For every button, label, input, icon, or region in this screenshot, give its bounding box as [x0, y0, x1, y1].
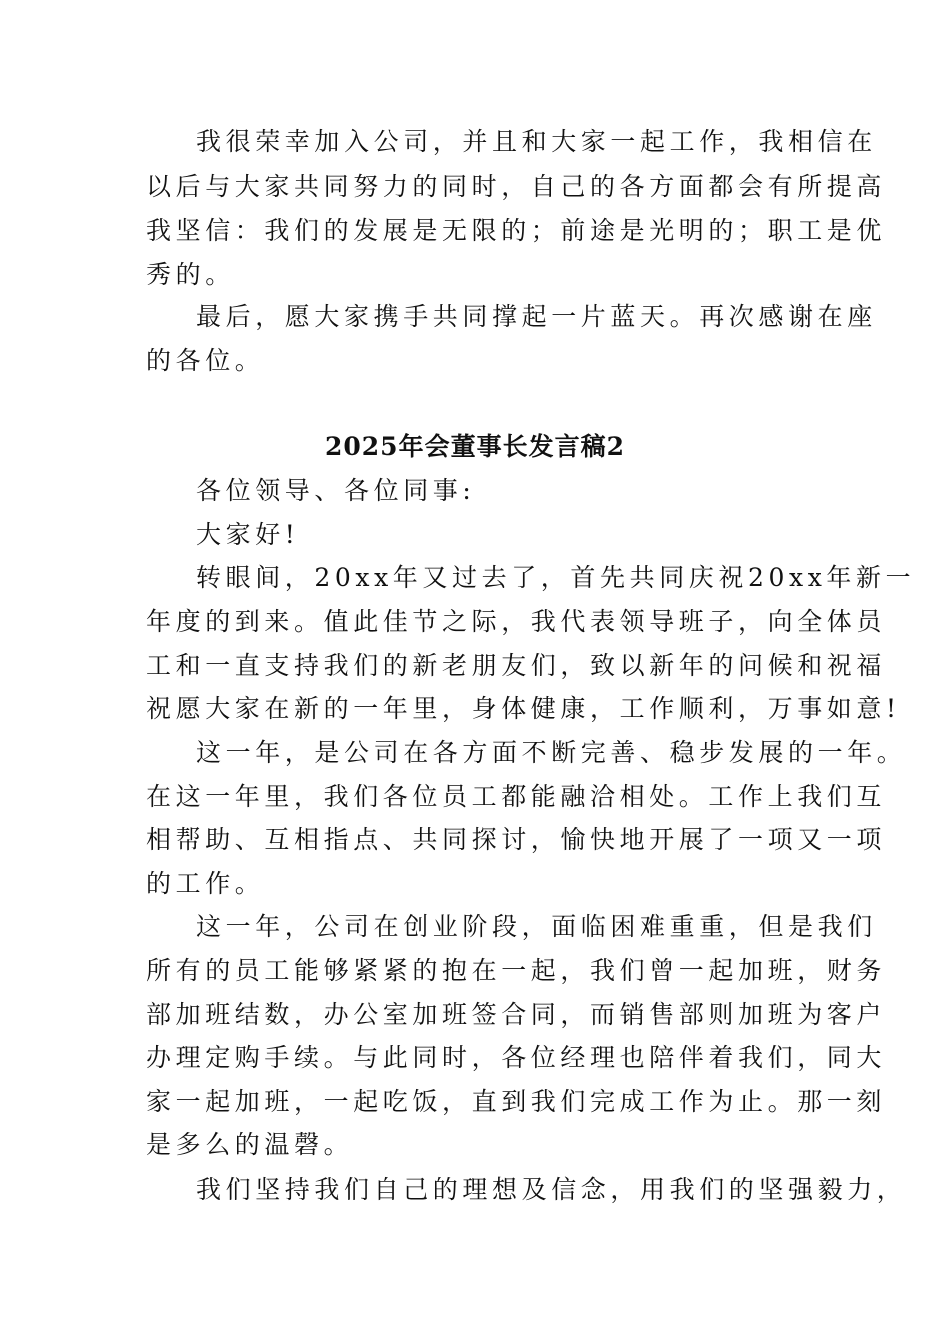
- paragraph-line: 的工作。: [146, 869, 265, 898]
- paragraph-line: 以后与大家共同努力的同时，自己的各方面都会有所提高: [146, 172, 887, 201]
- paragraph-line: 的各位。: [146, 346, 265, 375]
- paragraph-line: 所有的员工能够紧紧的抱在一起，我们曾一起加班，财务: [146, 956, 887, 985]
- paragraph-line: 办理定购手续。与此同时，各位经理也陪伴着我们，同大: [146, 1043, 887, 1072]
- paragraph-line: 这一年，是公司在各方面不断完善、稳步发展的一年。: [196, 738, 907, 767]
- paragraph-line: 祝愿大家在新的一年里，身体健康，工作顺利，万事如意!: [146, 694, 901, 723]
- paragraph-line: 我坚信：我们的发展是无限的；前途是光明的；职工是优: [146, 216, 887, 245]
- paragraph-line: 在这一年里，我们各位员工都能融洽相处。工作上我们互: [146, 782, 887, 811]
- paragraph-line: 这一年，公司在创业阶段，面临困难重重，但是我们: [196, 912, 877, 941]
- section-title: 2025年会董事长发言稿2: [325, 432, 625, 461]
- greeting-line: 大家好!: [196, 520, 300, 549]
- paragraph-line: 转眼间，20xx年又过去了，首先共同庆祝20xx年新一: [196, 563, 916, 592]
- paragraph-line: 秀的。: [146, 260, 235, 289]
- salutation-line: 各位领导、各位同事:: [196, 476, 476, 505]
- paragraph-line: 我们坚持我们自己的理想及信念，用我们的坚强毅力，: [196, 1175, 907, 1204]
- paragraph-line: 家一起加班，一起吃饭，直到我们完成工作为止。那一刻: [146, 1087, 887, 1116]
- paragraph-line: 相帮助、互相指点、共同探讨，愉快地开展了一项又一项: [146, 825, 887, 854]
- paragraph-line: 我很荣幸加入公司，并且和大家一起工作，我相信在: [196, 127, 877, 156]
- paragraph-line: 是多么的温磬。: [146, 1130, 354, 1159]
- paragraph-line: 部加班结数，办公室加班签合同，而销售部则加班为客户: [146, 1000, 887, 1029]
- paragraph-line: 年度的到来。值此佳节之际，我代表领导班子，向全体员: [146, 607, 887, 636]
- paragraph-line: 最后，愿大家携手共同撑起一片蓝天。再次感谢在座: [196, 302, 877, 331]
- paragraph-line: 工和一直支持我们的新老朋友们，致以新年的问候和祝福: [146, 651, 887, 680]
